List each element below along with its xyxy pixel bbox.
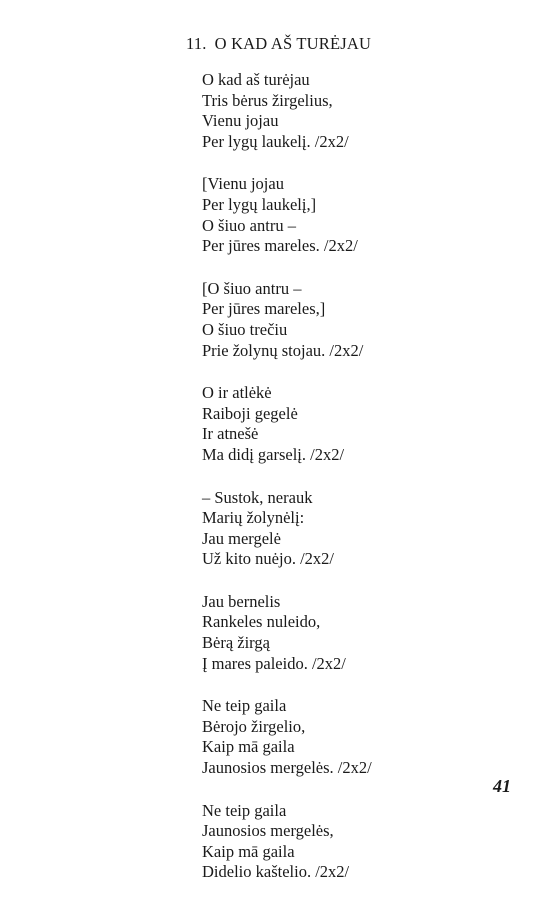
verse-line: Per lygų laukelį,] [202,194,317,214]
verse-line: – Sustok, nerauk [202,487,313,507]
verse-line: Ne teip gaila [202,800,287,820]
stanza [202,174,372,256]
verse-line: Kaip mā gaila [202,841,295,861]
verse-line: Per jūres mareles. /2x2/ [202,236,358,256]
verse-line: Marių žolynėlį: [202,508,305,528]
verse-line: O šiuo trečiu [202,319,288,339]
verse-line: Tris bėrus žirgelius, [202,90,333,110]
verse-line: O šiuo antru – [202,215,296,235]
verse-line: [O šiuo antru – [202,278,302,298]
verse-line: Jaunosios mergelės, [202,821,334,841]
poem-number: 11. [186,34,207,53]
verse-line: Ma didį garselį. /2x2/ [202,444,345,464]
verse-line: Už kito nuėjo. /2x2/ [202,549,334,569]
verse-line: O kad aš turėjau [202,70,310,89]
verse-line: [Vienu jojau [202,174,284,194]
verse-line: Ne teip gaila [202,696,287,716]
verse-line: Kaip mā gaila [202,737,295,757]
stanza [202,279,372,361]
stanza [202,696,372,778]
verse-line: Per lygų laukelį. /2x2/ [202,131,349,151]
verse-line: Per jūres mareles,] [202,299,326,319]
page-number: 41 [493,776,511,796]
verse-line: Rankeles nuleido, [202,612,321,632]
verse-line: Jau mergelė [202,528,281,548]
poem-title [186,34,371,54]
verse-line: O ir atlėkė [202,383,272,403]
stanza [202,488,372,570]
poem-body [202,70,372,905]
verse-line: Vienu jojau [202,111,279,131]
stanza [202,801,372,883]
verse-line: Didelio kaštelio. /2x2/ [202,862,350,882]
poem-title-text: O KAD AŠ TURĖJAU [214,34,372,53]
stanza [202,383,372,465]
verse-line: Prie žolynų stojau. /2x2/ [202,340,364,360]
verse-line: Jaunosios mergelės. /2x2/ [202,758,372,778]
verse-line: Raiboji gegelė [202,403,298,423]
verse-line: Jau bernelis [202,591,281,611]
stanza [202,70,372,152]
verse-line: Ir atnešė [202,424,259,444]
verse-line: Bėrą žirgą [202,633,270,653]
verse-line: Į mares paleido. /2x2/ [202,653,346,673]
stanza [202,592,372,674]
verse-line: Bėrojo žirgelio, [202,716,306,736]
